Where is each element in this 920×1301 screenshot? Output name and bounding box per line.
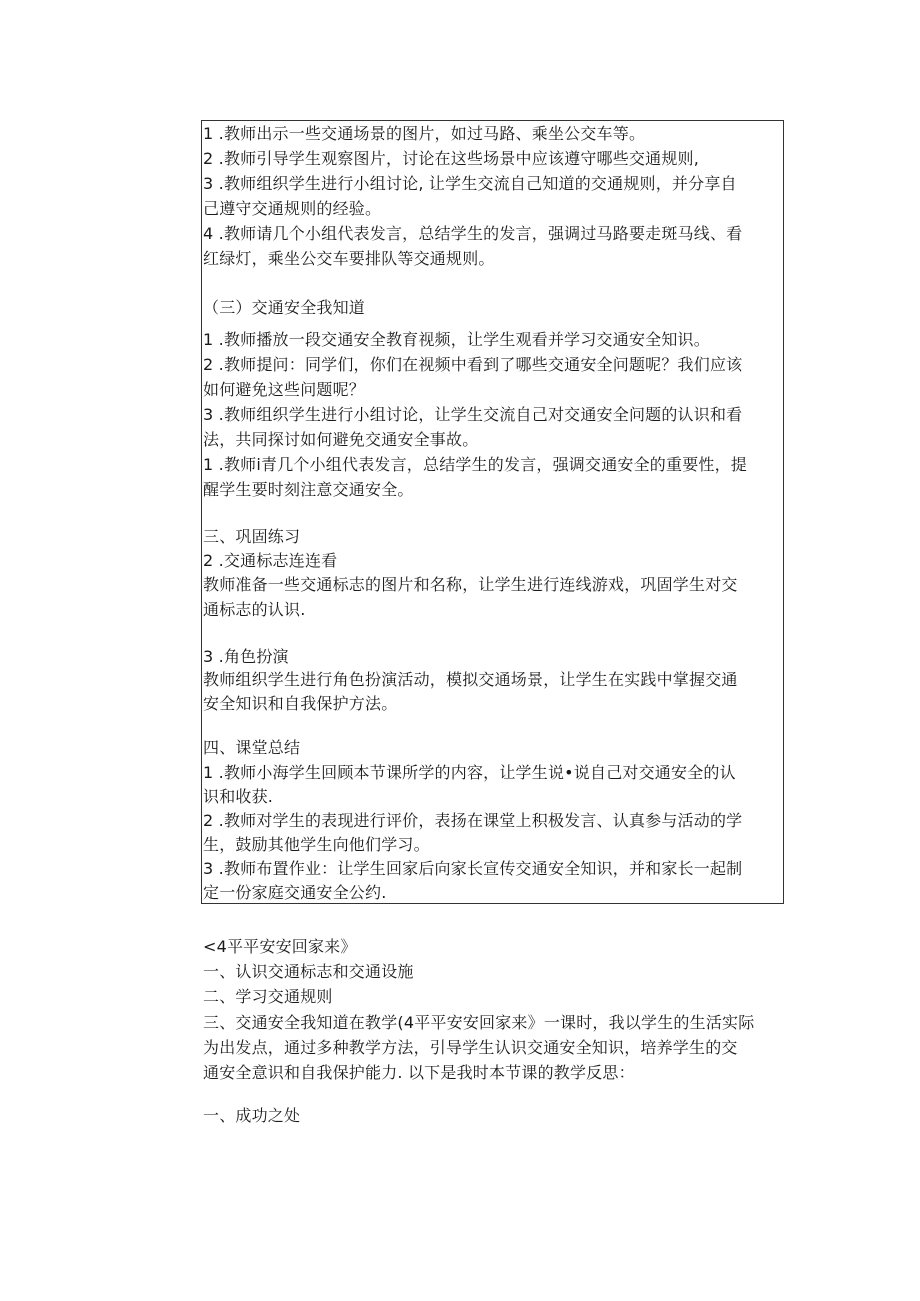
text-line: 通标志的认识. (203, 600, 306, 619)
text-line: 2 .教师提问：同学们，你们在视频中看到了哪些交通安全问题呢？我们应该 (203, 355, 743, 374)
text-line: 教师组织学生进行角色扮演活动，模拟交通场景，让学生在实践中掌握交通 (203, 670, 738, 689)
text-line: 己遵守交通规则的经验。 (203, 199, 382, 218)
text-line: 1 .教师播放一段交通安全教育视频，让学生观看并学习交通安全知识。 (203, 330, 710, 349)
text-line: 生，鼓励其他学生向他们学习。 (203, 835, 430, 854)
lesson-title: <4平平安安回家来》 (203, 937, 357, 956)
text-line: 3 .角色扮演 (203, 647, 289, 666)
text-line: 3 .教师布置作业：让学生回家后向家长宣传交通安全知识，并和家长一起制 (203, 859, 743, 878)
text-line: 3 .教师组织学生进行小组讨论, 让学生交流自己知道的交通规则，并分享自 (203, 174, 737, 193)
text-line: 二、学习交通规则 (203, 987, 333, 1006)
text-line: 1 .教师i青几个小组代表发言，总结学生的发言，强调交通安全的重要性，提 (203, 455, 747, 474)
text-line: 红绿灯，乘坐公交车要排队等交通规则。 (203, 249, 495, 268)
text-line: 识和收获. (203, 787, 274, 806)
section-heading: （三）交通安全我知道 (203, 298, 366, 317)
text-line: 2 .教师对学生的表现进行评价，表扬在课堂上积极发言、认真参与活动的学 (203, 811, 743, 830)
text-line: 安全知识和自我保护方法。 (203, 694, 398, 713)
text-line: 法，共同探讨如何避免交通安全事故。 (203, 430, 479, 449)
text-line: 醒学生要时刻注意交通安全。 (203, 480, 414, 499)
text-line: 定一份家庭交通安全公约. (203, 883, 387, 902)
text-line: 为出发点，通过多种教学方法，引导学生认识交通安全知识，培养学生的交 (203, 1038, 738, 1057)
text-line: 教师准备一些交通标志的图片和名称，让学生进行连线游戏，巩固学生对交 (203, 575, 738, 594)
text-line: 4 .教师请几个小组代表发言，总结学生的发言，强调过马路要走斑马线、看 (203, 224, 743, 243)
text-line: 如何避免这些问题呢？ (203, 380, 366, 399)
text-line: 一、认识交通标志和交通设施 (203, 962, 414, 981)
section-heading: 四、课堂总结 (203, 738, 301, 757)
text-line: 3 .教师组织学生进行小组讨论，让学生交流自己对交通安全问题的认识和看 (203, 405, 743, 424)
section-heading: 一、成功之处 (203, 1106, 301, 1125)
text-line: 1 .教师小海学生回顾本节课所学的内容，让学生说•说自己对交通安全的认 (203, 763, 736, 782)
text-line: 通安全意识和自我保护能力. 以下是我时本节课的教学反思： (203, 1063, 635, 1082)
text-line: 2 .教师引导学生观察图片，讨论在这些场景中应该遵守哪些交通规则, (203, 149, 700, 168)
section-heading: 三、巩固练习 (203, 527, 301, 546)
text-line: 2 .交通标志连连看 (203, 551, 338, 570)
text-line: 1 .教师出示一些交通场景的图片，如过马路、乘坐公交车等。 (203, 124, 646, 143)
text-line: 三、交通安全我知道在教学(4平平安安回家来》一课时，我以学生的生活实际 (203, 1013, 755, 1032)
